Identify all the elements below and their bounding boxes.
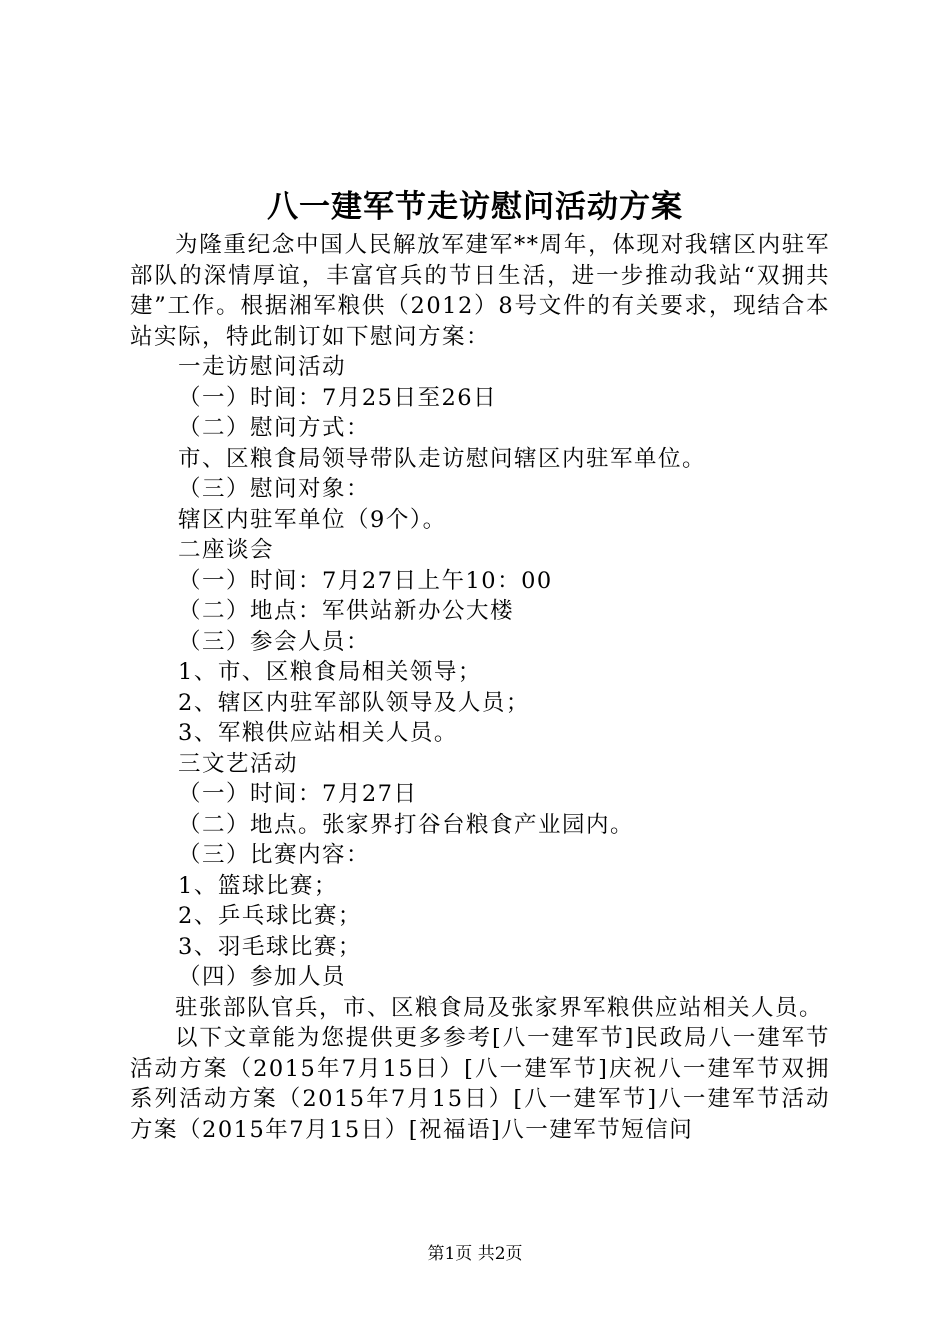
section3-content-label: （三）比赛内容： [178, 842, 371, 868]
list-item: 3、军粮供应站相关人员。 [178, 720, 458, 746]
section3-time: （一）时间：7月27日 [178, 781, 418, 807]
section1-method-label: （二）慰问方式： [178, 415, 371, 441]
section3-heading: 三文艺活动 [178, 750, 299, 777]
section1-heading: 一走访慰问活动 [178, 354, 347, 380]
section3-place: （二）地点。张家界打谷台粮食产业园内。 [178, 811, 635, 838]
list-item: 1、市、区粮食局相关领导； [178, 659, 482, 685]
list-item: 1、篮球比赛； [178, 872, 338, 899]
section3-participants-label: （四）参加人员 [178, 964, 347, 990]
section1-time: （一）时间：7月25日至26日 [178, 384, 498, 411]
section3-participants: 驻张部队官兵，市、区粮食局及张家界军粮供应站相关人员。 [175, 994, 824, 1021]
document-title: 八一建军节走访慰问活动方案 [267, 189, 683, 225]
list-item: 3、羽毛球比赛； [178, 933, 362, 960]
document-body [130, 230, 830, 1145]
section1-method: 市、区粮食局领导带队走访慰问辖区内驻军单位。 [178, 445, 707, 472]
section2-heading: 二座谈会 [178, 537, 275, 563]
list-item: 2、乒乓球比赛； [178, 903, 362, 929]
section2-attendees-label: （三）参会人员： [178, 628, 371, 655]
section2-place: （二）地点：军供站新办公大楼 [178, 598, 515, 624]
page-number: 第1页 共2页 [427, 1244, 523, 1264]
section2-time: （一）时间：7月27日上午10：00 [178, 567, 553, 594]
section1-target: 辖区内驻军单位（9个）。 [178, 506, 447, 533]
list-item: 2、辖区内驻军部队领导及人员； [178, 689, 530, 716]
intro-paragraph: 为隆重纪念中国人民解放军建军**周年，体现对我辖区内驻军部队的深情厚谊，丰富官兵的节日生活，进一步推动我站“双拥共建”工作。根据湘军粮供（2012）8号文件的有关要求，现结合本站实际，特此制订如下慰问方案： [130, 232, 830, 350]
more-articles-paragraph: 以下文章能为您提供更多参考[八一建军节]民政局八一建军节活动方案（2015年7月15日）[八一建军节]庆祝八一建军节双拥系列活动方案（2015年7月15日）[八一建军节]八一建军节活动方案（2015年7月15日）[祝福语]八一建军节短信问 [130, 1025, 830, 1143]
section1-target-label: （三）慰问对象： [178, 476, 371, 502]
